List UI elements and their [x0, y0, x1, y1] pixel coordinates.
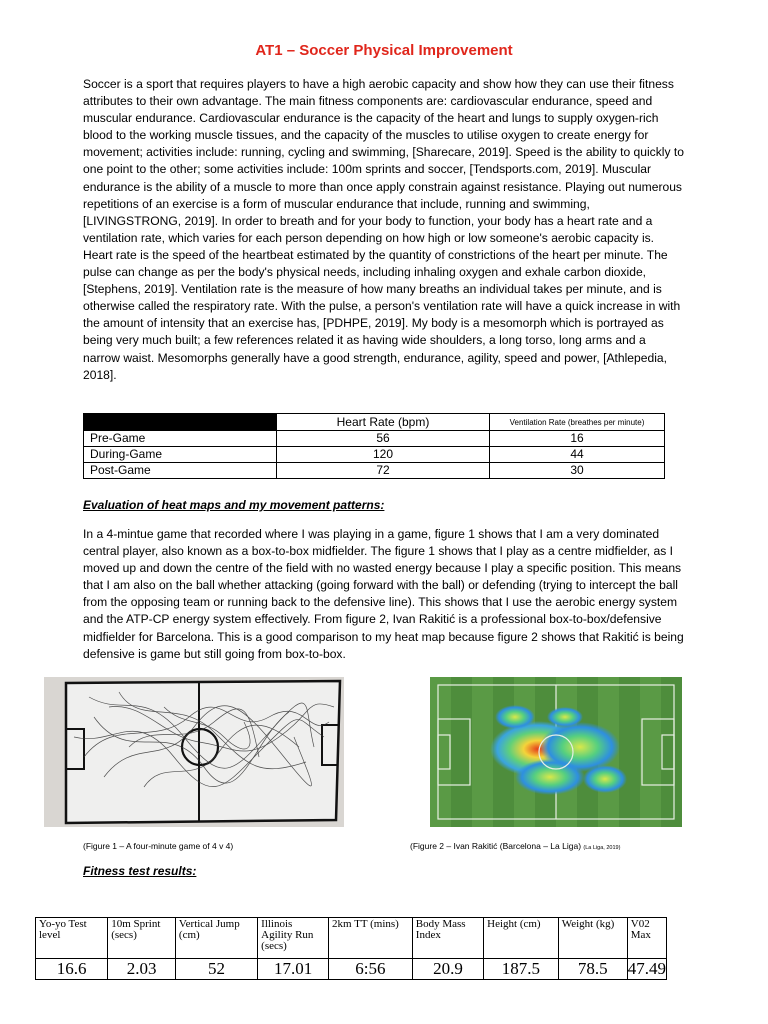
figure-2-caption [410, 841, 620, 851]
figure-2-caption-text: (Figure 2 – Ivan Rakitić (Barcelona – La Liga) [410, 841, 582, 851]
fitness-value: 2.03 [108, 959, 176, 980]
fitness-header: 2km TT (mins) [329, 918, 413, 959]
fitness-value: 6:56 [329, 959, 413, 980]
fitness-header: 10m Sprint (secs) [108, 918, 176, 959]
rate-header-heart: Heart Rate (bpm) [277, 414, 490, 431]
heart-rate-value: 56 [277, 431, 490, 447]
rate-table [83, 413, 665, 479]
fitness-header: Weight (kg) [558, 918, 627, 959]
fitness-header: Height (cm) [484, 918, 559, 959]
fitness-value: 16.6 [36, 959, 108, 980]
rate-header-vent: Ventilation Rate (breathes per minute) [490, 414, 665, 431]
fitness-value: 47.49 [627, 959, 666, 978]
row-label: During-Game [84, 447, 277, 463]
fitness-section-heading: Fitness test results: [83, 864, 197, 878]
fitness-header-row [36, 918, 667, 959]
fitness-header: Body Mass Index [412, 918, 483, 959]
fitness-header: V02 Max [627, 918, 666, 959]
heatmap-section-heading: Evaluation of heat maps and my movement patterns: [83, 498, 385, 512]
figure-1-movement-photo [44, 677, 344, 827]
fitness-table [35, 917, 667, 980]
fitness-value: 20.9 [412, 959, 483, 980]
rate-table-corner [84, 414, 277, 431]
movement-trace-drawing [44, 677, 344, 827]
fitness-value-row [36, 959, 667, 980]
figure-2-citation: (La Liga, 2019) [583, 845, 621, 851]
fitness-header: Illinois Agility Run (secs) [258, 918, 329, 959]
table-row [84, 431, 665, 447]
fitness-value: 78.5 [558, 959, 627, 980]
fitness-value: 187.5 [484, 959, 559, 980]
heatmap-paragraph: In a 4-mintue game that recorded where I was playing in a game, figure 1 shows that I am a very dominated central player, also known as a box-to-box midfielder. The figure 1 shows that I play as a centre midfielder, as I moved up and down the centre of the field with no wasted energy because I play a specific position. This means that I am also on the ball whether attacking (going forward with the ball) or defending (trying to intercept the ball from the opposing team or running back to the defensive line). This shows that I use the aerobic energy system and the ATP-CP energy system effectively. From figure 2, Ivan Rakitić is a professional box-to-box/defensive midfielder for Barcelona. This is a good comparison to my heat map because figure 2 shows that Rakitić is being defensive is game but still going from box-to-box. [83, 527, 684, 661]
intro-paragraph: Soccer is a sport that requires players to have a high aerobic capacity and show how they can use their fitness attributes to their own advantage. The main fitness components are: cardiovascular endurance, speed and muscular endurance. Cardiovascular endurance is the capacity of the heart and lungs to supply oxygen-rich blood to the working muscle tissues, and the capacity of the muscles to utilise oxygen to create energy for movement; activities include: running, cycling and swimming, [Sharecare, 2019]. Speed is the ability to quickly to one point to the other; some activities include: 100m sprints and soccer, [Tendsports.com, 2019]. Muscular endurance is the ability of a muscle to more than once apply constrain against resistance. Playing out numerous repetitions of an exercise is a form of muscular endurance that include, running and swimming, [LIVINGSTRONG, 2019]. In order to breath and for your body to function, your body has a heart rate and a ventilation rate, which varies for each person depending on how high or low someone's aerobic capacity is. Heart rate is the speed of the heartbeat estimated by the quantity of constrictions of the heart per minute. The pulse can change as per the body's physical needs, including inhaling oxygen and exhale carbon dioxide, [Stephens, 2019]. Ventilation rate is the measure of how many breaths an individual takes per minute, and is otherwise called the respiratory rate. With the pulse, a person's ventilation rate will have a quick increase in with the amount of intensity that an exercise has, [PDHPE, 2019]. My body is a mesomorph which is portrayed as being very much built; a few references related it as having wide shoulders, a long torso, long arms and a narrow waist. Mesomorphs generally have a good strength, endurance, agility, speed and power, [Athlepedia, 2018]. [83, 77, 684, 382]
page-title: AT1 – Soccer Physical Improvement [255, 42, 513, 59]
fitness-value: 17.01 [258, 959, 329, 980]
heart-rate-value: 120 [277, 447, 490, 463]
heart-rate-value: 72 [277, 463, 490, 479]
figure-1-caption: (Figure 1 – A four-minute game of 4 v 4) [83, 841, 234, 851]
fitness-value: 52 [175, 959, 257, 980]
fitness-header: Yo-yo Test level [36, 918, 108, 959]
table-row [84, 463, 665, 479]
heatmap-pitch [430, 677, 682, 827]
row-label: Pre-Game [84, 431, 277, 447]
vent-rate-value: 44 [490, 447, 665, 463]
vent-rate-value: 30 [490, 463, 665, 479]
fitness-header: Vertical Jump (cm) [175, 918, 257, 959]
vent-rate-value: 16 [490, 431, 665, 447]
table-row [84, 447, 665, 463]
figure-2-heatmap [430, 677, 682, 827]
row-label: Post-Game [84, 463, 277, 479]
